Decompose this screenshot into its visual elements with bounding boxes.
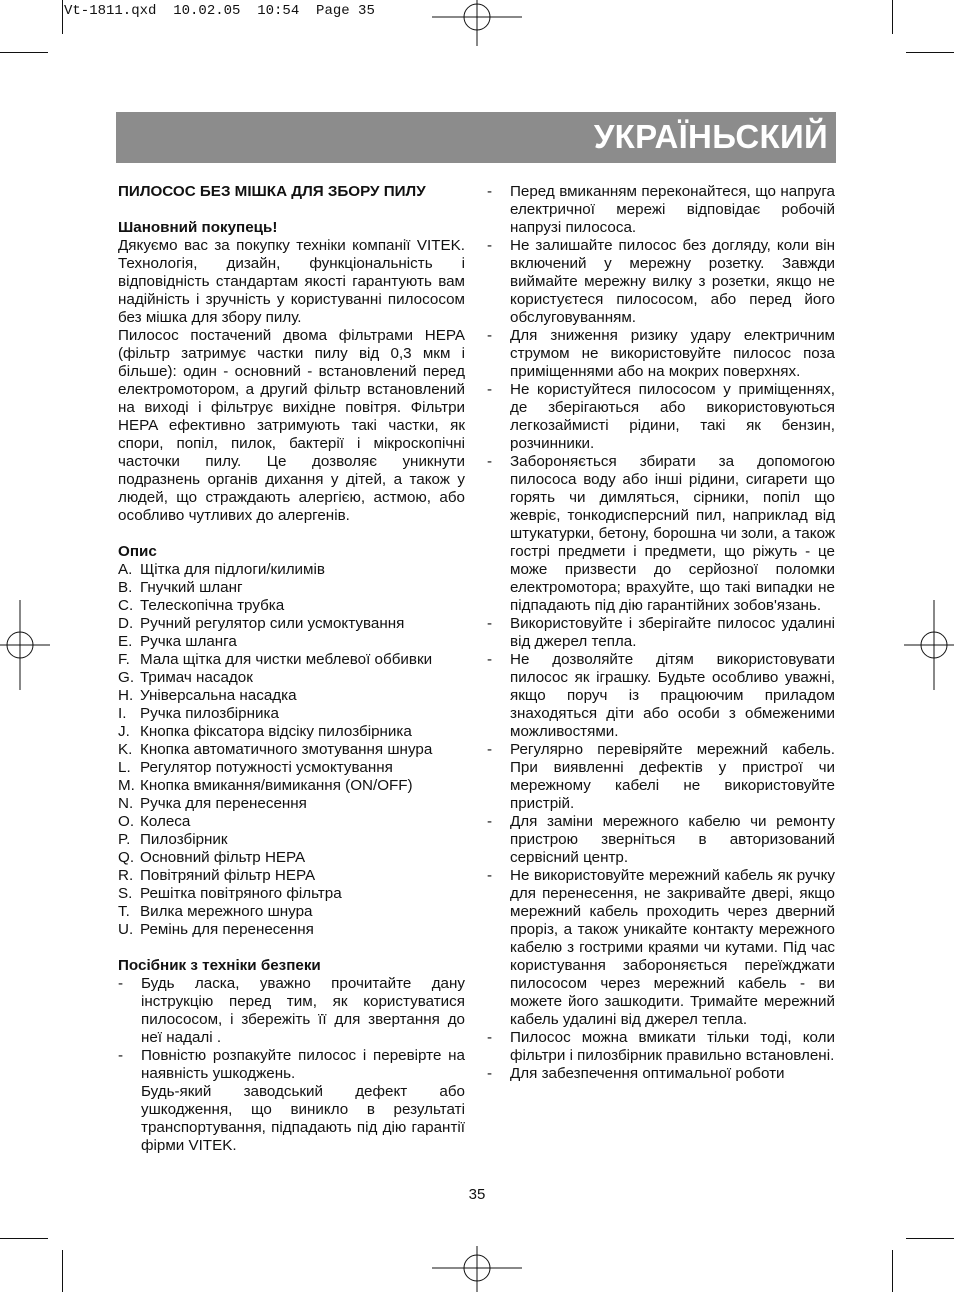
list-item-text: Перед вмиканням переконайтеся, що напруга електричної мережі відповідає робочій напрузі пилососа. — [510, 183, 835, 236]
crop-mark — [0, 1238, 48, 1239]
list-item — [487, 327, 835, 381]
list-item-text: Для заміни мережного кабелю чи ремонту пристрою зверніться в авторизований сервісний центр. — [510, 813, 835, 866]
list-item-text: Не залишайте пилосос без догляду, коли він включений у мережну розетку. Завжди виймайте мережну вилку з розетки, якщо не користуєтеся пилососом, або перед його обслуговуванням. — [510, 237, 835, 326]
part-letter: H. — [118, 687, 134, 704]
list-item — [118, 975, 465, 1047]
part-letter: C. — [118, 597, 134, 614]
dash-bullet: - — [487, 183, 493, 200]
part-letter: M. — [118, 777, 135, 794]
dash-bullet: - — [487, 237, 493, 254]
dash-bullet: - — [487, 651, 493, 668]
list-item — [487, 867, 835, 1029]
part-letter: S. — [118, 885, 133, 902]
list-item — [118, 723, 465, 741]
part-name: Повітряний фільтр HEPA — [140, 867, 316, 884]
part-letter: F. — [118, 651, 130, 668]
list-item — [118, 561, 465, 579]
part-name: Мала щітка для чистки меблевої оббивки — [140, 651, 433, 668]
dash-bullet: - — [487, 867, 493, 884]
list-item-text: Не користуйтеся пилососом у приміщеннях, де зберігаються або використовуються легкозаймисті рідини, такі як бензин, розчинники. — [510, 381, 835, 452]
left-column — [118, 183, 465, 1155]
crop-mark — [62, 0, 63, 34]
list-item — [487, 741, 835, 813]
part-name: Універсальна насадка — [140, 687, 297, 704]
list-item — [487, 1029, 835, 1065]
part-letter: G. — [118, 669, 135, 686]
list-item — [118, 795, 465, 813]
crop-mark — [892, 0, 893, 34]
list-item — [118, 669, 465, 687]
list-item — [487, 813, 835, 867]
right-column — [487, 183, 835, 1083]
crop-mark — [892, 1250, 893, 1292]
list-item-text: Пилосос можна вмикати тільки тоді, коли фільтри і пилозбірник правильно встановлені. — [510, 1029, 835, 1064]
dash-bullet: - — [118, 1047, 124, 1064]
crop-mark — [62, 1250, 63, 1292]
part-name: Гнучкий шланг — [140, 579, 243, 596]
part-name: Кнопка вмикання/вимикання (ON/OFF) — [140, 777, 413, 794]
safety-continuation — [118, 1083, 465, 1155]
list-item-text: Забороняється збирати за допомогою пилососа воду або інші рідини, сигарети що горять чи димляться, сірники, попіл що жевріє, тонкодисперсний пил, наприклад від штукатурки, бетону, борошна чи золи, а також гострі предмети і предмети, що ріжуть - це може призвести до серйозної поломки електромотора; врахуйте, що такі випадки не підпадають під дію гарантійних зобов'язань. — [510, 453, 835, 614]
crop-mark — [906, 52, 954, 53]
part-name: Ремінь для перенесення — [140, 921, 314, 938]
registration-mark-top — [432, 0, 522, 46]
part-name: Ручка шланга — [140, 633, 237, 650]
list-item — [118, 633, 465, 651]
list-item — [487, 651, 835, 741]
list-item — [118, 921, 465, 939]
list-item — [118, 867, 465, 885]
part-letter: Q. — [118, 849, 135, 866]
list-item-text: Використовуйте і зберігайте пилосос удалині від джерел тепла. — [510, 615, 835, 650]
list-item — [118, 831, 465, 849]
registration-mark-left — [0, 600, 50, 690]
list-item — [487, 615, 835, 651]
hepa-paragraph: Пилосос постачений двома фільтрами HEPA (фільтр затримує частки пилу від 0,3 мкм і більше): один - основний - встановлений перед електромотором, а другий фільтр встановлений на виході і фільтрує вихідне повітря. Фільтри HEPA ефективно затримують такі частки, як спори, попіл, пилок, бактерії і мікроскопічні часточки пилу. Це дозволяє уникнути подразнень органів дихання у дітей, а також у людей, що страждають алергією, астмою, або особливо чутливих до алергенів. — [118, 327, 465, 524]
registration-mark-right — [904, 600, 954, 690]
part-name: Телескопічна трубка — [140, 597, 285, 614]
list-item — [118, 597, 465, 615]
list-item-text: Будь ласка, уважно прочитайте дану інструкцію перед тим, як користуватися пилососом, і збережіть її для звертання до неї надалі . — [141, 975, 465, 1046]
list-item — [487, 237, 835, 327]
list-item — [487, 183, 835, 237]
parts-list — [118, 561, 465, 939]
part-letter: I. — [118, 705, 127, 722]
page-number: 35 — [468, 1186, 486, 1203]
list-item — [487, 1065, 835, 1083]
list-item — [487, 381, 835, 453]
part-letter: N. — [118, 795, 134, 812]
part-letter: P. — [118, 831, 131, 848]
part-name: Кнопка автоматичного змотування шнура — [140, 741, 433, 758]
dash-bullet: - — [487, 327, 493, 344]
dash-bullet: - — [118, 975, 124, 992]
greeting: Шановний покупець! — [118, 219, 278, 236]
list-item — [118, 885, 465, 903]
list-item-text: Регулярно перевіряйте мережний кабель. При виявленні дефектів у пристрої чи мережному кабелі не використовуйте пристрій. — [510, 741, 835, 812]
part-name: Тримач насадок — [140, 669, 253, 686]
list-item — [118, 777, 465, 795]
section-heading: ПИЛОСОС БЕЗ МІШКА ДЛЯ ЗБОРУ ПИЛУ — [118, 183, 426, 200]
list-item-text: Для зниження ризику удару електричним струмом не використовуйте пилосос поза приміщеннями або на мокрих поверхнях. — [510, 327, 835, 380]
part-name: Щітка для підлоги/килимів — [140, 561, 325, 578]
part-name: Кнопка фіксатора відсіку пилозбірника — [140, 723, 412, 740]
list-item — [118, 759, 465, 777]
part-letter: A. — [118, 561, 133, 578]
part-letter: R. — [118, 867, 134, 884]
list-item-text: Не використовуйте мережний кабель як ручку для перенесення, не закривайте двері, якщо мережний кабель проходить через дверний проріз, а також уникайте контакту мережного кабелю з гострими краями чи кутами. Під час користування забороняється переїжджати пилососом через мережний кабель - ви можете його зашкодити. Тримайте мережний кабель удалині від джерел тепла. — [510, 867, 835, 1028]
part-letter: U. — [118, 921, 134, 938]
part-letter: J. — [118, 723, 130, 740]
crop-mark — [0, 52, 48, 53]
part-letter: E. — [118, 633, 133, 650]
list-item — [487, 453, 835, 615]
part-name: Пилозбірник — [140, 831, 228, 848]
list-item — [118, 741, 465, 759]
dash-bullet: - — [487, 741, 493, 758]
dash-bullet: - — [487, 1065, 493, 1082]
list-item — [118, 651, 465, 669]
intro-paragraph: Дякуємо вас за покупку техніки компанії VITEK. Технологія, дизайн, функціональність і відповідність стандартам якості гарантують вам надійність і зручність у користуванні пилососом без мішка для збору пилу. — [118, 237, 465, 326]
language-banner — [116, 112, 836, 163]
dash-bullet: - — [487, 813, 493, 830]
part-letter: T. — [118, 903, 130, 920]
list-item — [118, 615, 465, 633]
list-item — [118, 903, 465, 921]
description-title: Опис — [118, 543, 157, 560]
dash-bullet: - — [487, 615, 493, 632]
dash-bullet: - — [487, 453, 493, 470]
part-name: Ручний регулятор сили усмоктування — [140, 615, 405, 632]
part-name: Основний фільтр HEPA — [140, 849, 306, 866]
part-name: Вилка мережного шнура — [140, 903, 313, 920]
part-letter: O. — [118, 813, 135, 830]
safety-continuation-text: Будь-який заводський дефект або ушкодження, що виникло в результаті транспортування, підпадають під дію гарантії фірми VITEK. — [141, 1083, 465, 1154]
part-name: Решітка повітряного фільтра — [140, 885, 342, 902]
part-name: Колеса — [140, 813, 191, 830]
banner-title: УКРАЇНЬСКИЙ — [593, 118, 828, 155]
list-item — [118, 849, 465, 867]
list-item-text: Не дозволяйте дітям використовувати пилосос як іграшку. Будьте особливо уважні, якщо поруч із працюючим приладом знаходяться діти або особи з обмеженими можливостями. — [510, 651, 835, 740]
crop-mark — [906, 1238, 954, 1239]
list-item — [118, 705, 465, 723]
list-item — [118, 687, 465, 705]
dash-bullet: - — [487, 1029, 493, 1046]
list-item-text: Повністю розпакуйте пилосос і перевірте на наявність ушкоджень. — [141, 1047, 465, 1082]
print-slug: Vt-1811.qxd 10.02.05 10:54 Page 35 — [64, 3, 375, 19]
part-name: Ручка пилозбірника — [140, 705, 279, 722]
part-letter: L. — [118, 759, 131, 776]
part-name: Ручка для перенесення — [140, 795, 307, 812]
safety-title: Посібник з техніки безпеки — [118, 957, 321, 974]
dash-bullet: - — [487, 381, 493, 398]
part-letter: B. — [118, 579, 133, 596]
list-item-text: Для забезпечення оптимальної роботи — [510, 1065, 785, 1082]
list-item — [118, 813, 465, 831]
registration-mark-bottom — [432, 1246, 522, 1292]
part-letter: D. — [118, 615, 134, 632]
part-name: Регулятор потужності усмоктування — [140, 759, 393, 776]
list-item — [118, 579, 465, 597]
list-item — [118, 1047, 465, 1083]
safety-list — [118, 975, 465, 1083]
part-letter: K. — [118, 741, 133, 758]
